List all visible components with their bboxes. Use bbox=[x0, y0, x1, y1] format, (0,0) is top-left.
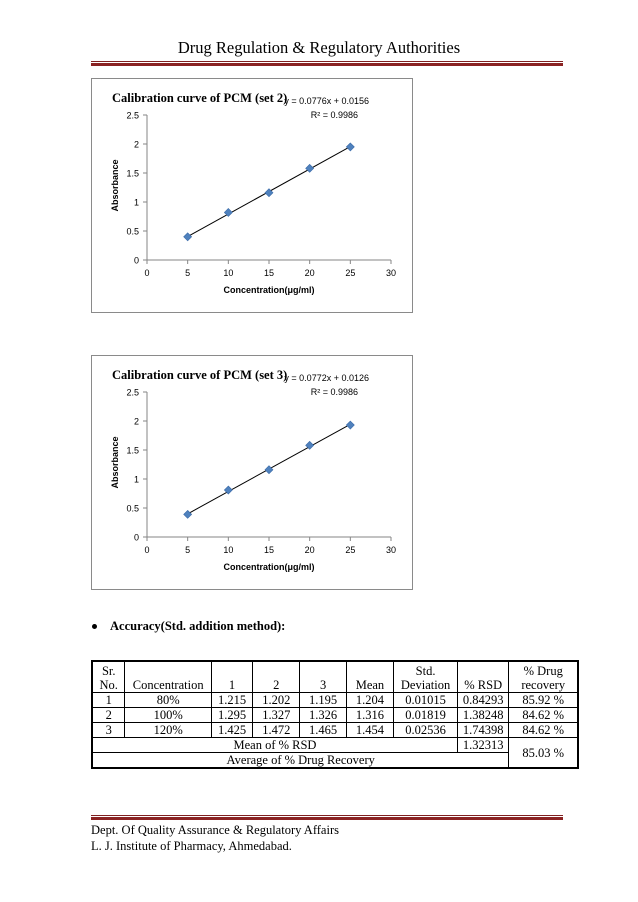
y-tick-label: 1.5 bbox=[126, 445, 139, 456]
x-tick-label: 5 bbox=[185, 545, 191, 555]
avg-recovery-value: 85.03 % bbox=[509, 738, 578, 769]
cell-concentration: 100% bbox=[125, 708, 211, 723]
data-point bbox=[265, 466, 273, 474]
cell-trial-2: 1.472 bbox=[253, 723, 300, 738]
page-header-title: Drug Regulation & Regulatory Authorities bbox=[177, 38, 461, 57]
cell-concentration: 80% bbox=[125, 693, 211, 708]
chart-title: Calibration curve of PCM (set 3) bbox=[112, 368, 288, 382]
footer-rule-thick bbox=[91, 817, 563, 820]
table-row bbox=[92, 693, 578, 708]
chart-set-2-svg bbox=[92, 79, 412, 312]
footer-institute: L. J. Institute of Pharmacy, Ahmedabad. bbox=[91, 839, 292, 853]
x-tick-label: 0 bbox=[144, 545, 150, 555]
cell-trial-3: 1.195 bbox=[300, 693, 346, 708]
header-concentration: Concentration bbox=[125, 661, 211, 693]
trendline-equation: y = 0.0772x + 0.0126 bbox=[284, 373, 369, 383]
cell-sr: 3 bbox=[92, 723, 125, 738]
cell-trial-3: 1.326 bbox=[300, 708, 346, 723]
cell-drug-recovery: 84.62 % bbox=[509, 723, 578, 738]
header-rule-thin bbox=[91, 61, 563, 62]
y-tick-label: 2 bbox=[133, 416, 139, 427]
data-point bbox=[346, 143, 354, 151]
x-tick-label: 10 bbox=[223, 268, 234, 278]
cell-std-deviation: 0.02536 bbox=[394, 723, 458, 738]
cell-std-deviation: 0.01015 bbox=[394, 693, 458, 708]
chart-set-3 bbox=[91, 355, 413, 590]
r-squared-label: R² = 0.9986 bbox=[310, 387, 358, 397]
cell-trial-1: 1.425 bbox=[211, 723, 252, 738]
x-axis-title: Concentration(μg/ml) bbox=[223, 562, 315, 572]
table-row bbox=[92, 708, 578, 723]
x-tick-label: 25 bbox=[345, 268, 356, 278]
cell-rsd: 0.84293 bbox=[457, 693, 508, 708]
cell-rsd: 1.38248 bbox=[457, 708, 508, 723]
cell-drug-recovery: 85.92 % bbox=[509, 693, 578, 708]
cell-mean: 1.454 bbox=[346, 723, 393, 738]
cell-mean: 1.316 bbox=[346, 708, 393, 723]
header-std-deviation: Std. Deviation bbox=[394, 661, 458, 693]
accuracy-heading-text: Accuracy(Std. addition method): bbox=[110, 619, 286, 633]
bullet-icon bbox=[92, 624, 97, 629]
cell-trial-2: 1.327 bbox=[253, 708, 300, 723]
cell-rsd: 1.74398 bbox=[457, 723, 508, 738]
header-trial-2: 2 bbox=[253, 661, 300, 693]
x-tick-label: 5 bbox=[185, 268, 191, 278]
table-header-row bbox=[92, 661, 578, 693]
footer-department: Dept. Of Quality Assurance & Regulatory Affairs bbox=[91, 823, 339, 837]
avg-recovery-row bbox=[92, 753, 578, 769]
y-tick-label: 2 bbox=[133, 139, 139, 150]
header-rule-thick bbox=[91, 63, 563, 66]
x-tick-label: 10 bbox=[223, 545, 234, 555]
cell-trial-3: 1.465 bbox=[300, 723, 346, 738]
footer bbox=[91, 822, 339, 854]
trendline-equation: y = 0.0776x + 0.0156 bbox=[284, 96, 369, 106]
cell-std-deviation: 0.01819 bbox=[394, 708, 458, 723]
data-point bbox=[184, 510, 192, 518]
cell-trial-2: 1.202 bbox=[253, 693, 300, 708]
y-tick-label: 0 bbox=[133, 532, 139, 543]
x-tick-label: 25 bbox=[345, 545, 356, 555]
y-tick-label: 1 bbox=[133, 197, 139, 208]
chart-set-3-svg bbox=[92, 356, 412, 589]
y-tick-label: 0.5 bbox=[126, 226, 139, 237]
table-row bbox=[92, 723, 578, 738]
cell-sr: 2 bbox=[92, 708, 125, 723]
cell-mean: 1.204 bbox=[346, 693, 393, 708]
x-tick-label: 30 bbox=[385, 268, 397, 278]
x-tick-label: 15 bbox=[263, 268, 275, 278]
header-rsd: % RSD bbox=[457, 661, 508, 693]
footer-rule-thin bbox=[91, 815, 563, 816]
mean-rsd-row bbox=[92, 738, 578, 753]
y-tick-label: 2.5 bbox=[126, 110, 139, 121]
x-tick-label: 20 bbox=[304, 268, 315, 278]
chart-title: Calibration curve of PCM (set 2) bbox=[112, 91, 288, 105]
header-mean: Mean bbox=[346, 661, 393, 693]
y-tick-label: 1 bbox=[133, 474, 139, 485]
mean-rsd-value: 1.32313 bbox=[457, 738, 508, 753]
data-point bbox=[184, 233, 192, 241]
cell-drug-recovery: 84.62 % bbox=[509, 708, 578, 723]
y-tick-label: 0.5 bbox=[126, 503, 139, 514]
header-drug-recovery: % Drug recovery bbox=[509, 661, 578, 693]
x-tick-label: 30 bbox=[385, 545, 397, 555]
cell-trial-1: 1.215 bbox=[211, 693, 252, 708]
accuracy-table bbox=[91, 660, 579, 769]
cell-concentration: 120% bbox=[125, 723, 211, 738]
cell-sr: 1 bbox=[92, 693, 125, 708]
y-tick-label: 1.5 bbox=[126, 168, 139, 179]
r-squared-label: R² = 0.9986 bbox=[310, 110, 358, 120]
header-trial-3: 3 bbox=[300, 661, 346, 693]
avg-recovery-label: Average of % Drug Recovery bbox=[92, 753, 509, 769]
y-tick-label: 0 bbox=[133, 255, 139, 266]
accuracy-section-heading bbox=[92, 619, 285, 634]
mean-rsd-label: Mean of % RSD bbox=[92, 738, 457, 753]
y-axis-title: Absorbance bbox=[110, 159, 120, 212]
header-trial-1: 1 bbox=[211, 661, 252, 693]
x-tick-label: 20 bbox=[304, 545, 315, 555]
x-tick-label: 15 bbox=[263, 545, 275, 555]
x-tick-label: 0 bbox=[144, 268, 150, 278]
x-axis-title: Concentration(μg/ml) bbox=[223, 285, 315, 295]
y-tick-label: 2.5 bbox=[126, 387, 139, 398]
header-sr-no: Sr. No. bbox=[92, 661, 125, 693]
chart-set-2 bbox=[91, 78, 413, 313]
y-axis-title: Absorbance bbox=[110, 436, 120, 489]
data-point bbox=[346, 421, 354, 429]
cell-trial-1: 1.295 bbox=[211, 708, 252, 723]
